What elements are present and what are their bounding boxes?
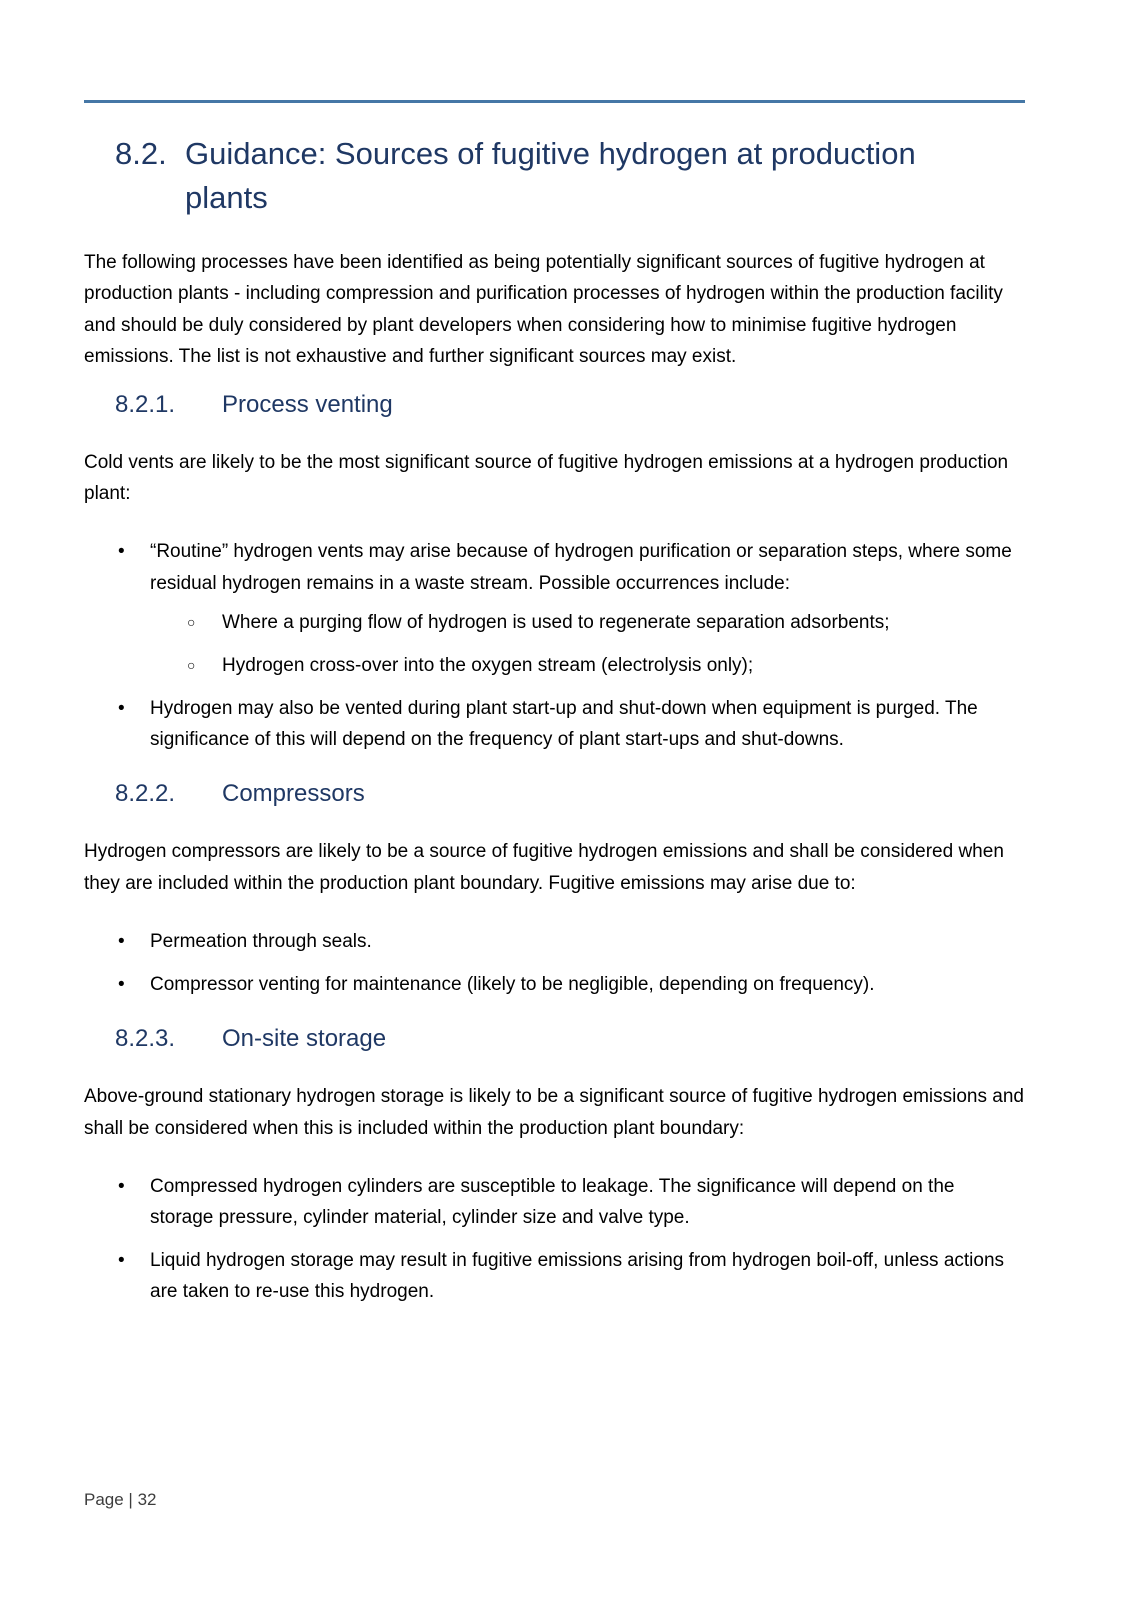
subsection-heading-8-2-3 <box>84 1026 1025 1052</box>
bullet-item <box>84 1245 1025 1308</box>
bullet-item <box>84 926 1025 957</box>
bullet-item <box>84 1171 1025 1234</box>
section-lead-paragraph: Above-ground stationary hydrogen storage is likely to be a significant source of fugitive hydrogen emissions and shall be considered when this is included within the production plant boundary: <box>84 1086 1024 1139</box>
bullet-marker-icon: • <box>118 1175 125 1197</box>
sub-bullet-list <box>150 607 1017 681</box>
heading-number: 8.2. <box>115 136 167 171</box>
bullet-marker-icon: • <box>118 973 125 995</box>
heading-number: 8.2.3. <box>115 1025 176 1053</box>
bullet-text: Liquid hydrogen storage may result in fugitive emissions arising from hydrogen boil-off, unless actions are taken to re-use this hydrogen. <box>150 1249 1005 1303</box>
heading-title: Guidance: Sources of fugitive hydrogen at production plants <box>185 136 916 215</box>
section-heading-8-2 <box>84 132 1025 220</box>
page-footer: Page | 32 <box>84 1490 157 1509</box>
sub-bullet-marker-icon: ○ <box>187 614 196 631</box>
heading-title: On-site storage <box>222 1025 387 1053</box>
sub-bullet-marker-icon: ○ <box>187 657 196 674</box>
bullet-list <box>84 536 1025 755</box>
heading-title: Process venting <box>222 390 393 418</box>
heading-number: 8.2.1. <box>115 390 176 418</box>
sub-bullet-item <box>150 607 1017 638</box>
section-lead-paragraph: Hydrogen compressors are likely to be a source of fugitive hydrogen emissions and shall be considered when they are included within the production plant boundary. Fugitive emissions may arise due to: <box>84 841 1004 894</box>
bullet-item <box>84 693 1025 756</box>
section-lead-paragraph: Cold vents are likely to be the most significant source of fugitive hydrogen emissions at a hydrogen production plant: <box>84 451 1009 505</box>
bullet-marker-icon: • <box>118 541 125 563</box>
bullet-text: Hydrogen may also be vented during plant start-up and shut-down when equipment is purged. The significance of this will depend on the frequency of plant start-ups and shut-downs. <box>150 697 978 751</box>
bullet-text: Permeation through seals. <box>150 931 372 953</box>
heading-number: 8.2.2. <box>115 780 176 808</box>
bullet-text: Compressor venting for maintenance (likely to be negligible, depending on frequency). <box>150 973 875 995</box>
title-rule <box>84 100 1025 103</box>
bullet-marker-icon: • <box>118 697 125 719</box>
heading-title: Compressors <box>222 780 365 808</box>
bullet-marker-icon: • <box>118 931 125 953</box>
intro-paragraph: The following processes have been identified as being potentially significant sources of fugitive hydrogen at production plants - including compression and purification processes of hydrogen within the production facility and should be duly considered by plant developers when considering how to minimise fugitive hydrogen emissions. The list is not exhaustive and further significant sources may exist. <box>84 252 1003 368</box>
sub-bullet-item <box>150 650 1017 681</box>
bullet-list <box>84 1171 1025 1308</box>
sub-bullet-text: Hydrogen cross-over into the oxygen stream (electrolysis only); <box>222 655 754 677</box>
bullet-text: Compressed hydrogen cylinders are susceptible to leakage. The significance will depend on the storage pressure, cylinder material, cylinder size and valve type. <box>150 1175 955 1229</box>
bullet-list <box>84 926 1025 1000</box>
subsection-heading-8-2-1 <box>84 392 1025 418</box>
sub-bullet-text: Where a purging flow of hydrogen is used to regenerate separation adsorbents; <box>222 612 890 634</box>
bullet-item <box>84 969 1025 1000</box>
bullet-marker-icon: • <box>118 1249 125 1271</box>
bullet-item <box>84 536 1025 681</box>
bullet-text: “Routine” hydrogen vents may arise because of hydrogen purification or separation steps, where some residual hydrogen remains in a waste stream. Possible occurrences include: <box>150 541 1012 594</box>
subsection-heading-8-2-2 <box>84 781 1025 807</box>
